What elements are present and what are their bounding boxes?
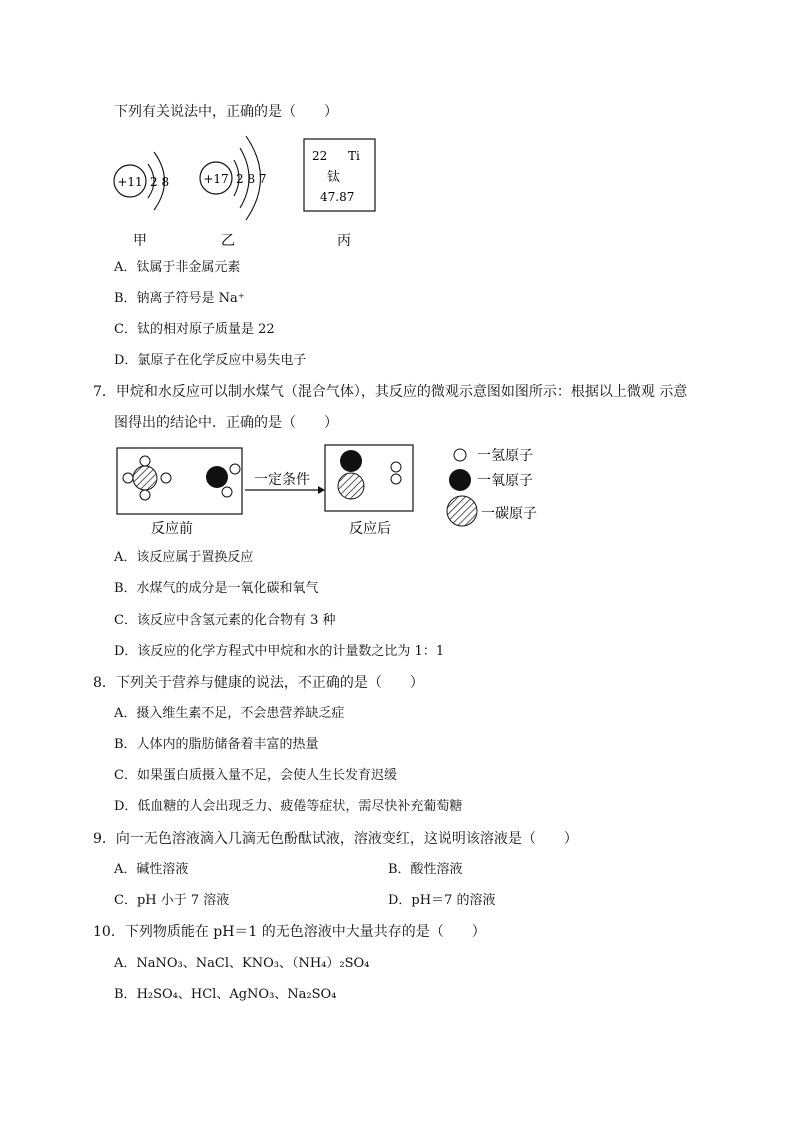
na-nucleus: +11 — [117, 175, 143, 189]
label-yi: 乙 — [221, 233, 235, 249]
q10-option-a — [114, 955, 369, 973]
label-bing: 丙 — [337, 233, 351, 249]
q10-option-b — [114, 986, 336, 1004]
q8-option-b: B．人体内的脂肪储备着丰富的热量 — [114, 737, 319, 752]
q7-stem-line1: 7．甲烷和水反应可以制水煤气（混合气体），其反应的微观示意图如图所示：根据以上微观 示意 — [93, 384, 688, 400]
before-label: 反应前 — [151, 521, 193, 537]
q10-option-a-text: NaNO₃、NaCl、KNO₃、（NH₄）₂SO₄ — [136, 956, 370, 971]
chlorine-atom-diagram — [200, 136, 267, 220]
q6-option-c: C．钛的相对原子质量是 22 — [114, 322, 275, 337]
q7-option-c: C．该反应中含氢元素的化合物有 3 种 — [114, 613, 336, 628]
legend-oxygen: 一氧原子 — [477, 473, 533, 489]
cl-shell-electrons: 2 8 7 — [236, 172, 267, 186]
q9-option-d: D．pH＝7 的溶液 — [388, 893, 496, 908]
label-jia: 甲 — [133, 233, 147, 249]
arrow-label: 一定条件 — [254, 472, 310, 488]
q10-option-b-prefix: B． — [114, 987, 137, 1002]
after-label: 反应后 — [349, 521, 391, 537]
q6-option-a: A．钛属于非金属元素 — [114, 260, 241, 275]
q9-stem: 9．向一无色溶液滴入几滴无色酚酞试液，溶液变红，这说明该溶液是（ ） — [93, 831, 578, 847]
ti-name: 钛 — [327, 170, 341, 185]
q8-option-c: C．如果蛋白质摄入量不足，会使人生长发育迟缓 — [114, 768, 397, 783]
ti-mass: 47.87 — [320, 190, 355, 204]
q7-option-a: A．该反应属于置换反应 — [114, 550, 254, 565]
q8-option-d: D．低血糖的人会出现乏力、疲倦等症状，需尽快补充葡萄糖 — [114, 799, 463, 814]
cl-nucleus: +17 — [203, 172, 229, 186]
legend-hydrogen: 一氢原子 — [477, 448, 533, 464]
na-shell-electrons: 2 8 — [150, 175, 170, 189]
q7-reaction-diagram — [117, 445, 537, 537]
legend-carbon: 一碳原子 — [481, 506, 537, 522]
q6-stem: 下列有关说法中，正确的是（ ） — [114, 104, 338, 120]
q9-option-b: B．酸性溶液 — [388, 862, 463, 877]
q8-stem: 8．下列关于营养与健康的说法，不正确的是（ ） — [93, 675, 424, 691]
q6-option-d: D．氯原子在化学反应中易失电子 — [114, 353, 307, 368]
q10-option-b-text: H₂SO₄、HCl、AgNO₃、Na₂SO₄ — [136, 987, 337, 1002]
q6-option-b: B．钠离子符号是 Na⁺ — [114, 291, 245, 306]
titanium-element-box — [304, 139, 375, 211]
ti-symbol: Ti — [348, 149, 360, 163]
q7-stem-line2: 图得出的结论中．正确的是（ ） — [114, 415, 338, 431]
q7-option-d: D．该反应的化学方程式中甲烷和水的计量数之比为 1：1 — [114, 644, 445, 659]
q7-option-b: B．水煤气的成分是一氧化碳和氧气 — [114, 581, 319, 596]
ti-atomic-number: 22 — [312, 149, 328, 163]
q9-option-c: C．pH 小于 7 溶液 — [114, 893, 230, 908]
q10-stem: 10．下列物质能在 pH＝1 的无色溶液中大量共存的是（ ） — [93, 924, 486, 940]
sodium-atom-diagram — [114, 152, 169, 210]
q9-option-a: A．碱性溶液 — [114, 862, 189, 877]
q8-option-a: A．摄入维生素不足，不会患营养缺乏症 — [114, 706, 345, 721]
q10-option-a-prefix: A． — [114, 956, 137, 971]
